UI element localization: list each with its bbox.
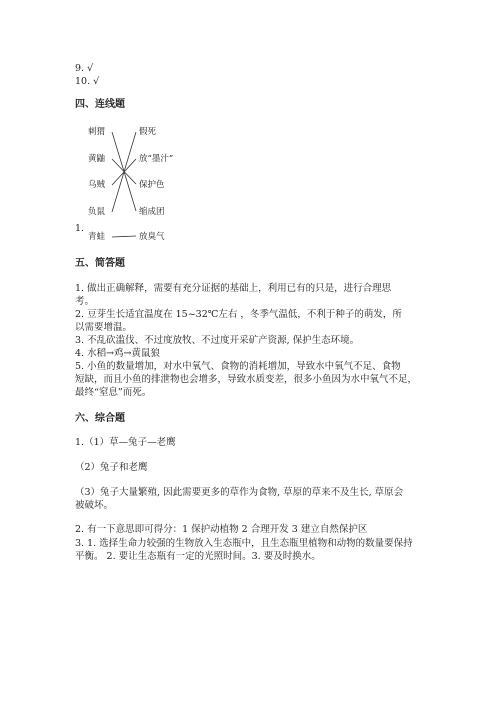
answer-10: 10. √ — [75, 76, 100, 87]
answer6-a3-line-2: 平衡。 2. 要让生态瓶有一定的光照时间。3. 要及时换水。 — [75, 551, 321, 562]
left-item-2: 黄鼬 — [88, 154, 106, 164]
section-5-title: 五、简答题 — [75, 258, 125, 269]
answer6-a3-line-1: 3. 1. 选择生命力较强的生物放入生态瓶中，且生态瓶里植物和动物的数量要保持 — [75, 538, 413, 549]
left-item-3: 乌贼 — [88, 180, 106, 190]
right-item-4: 缩成团 — [139, 207, 165, 217]
answer6-q3-line-1: （3）兔子大量繁殖, 因此需要更多的草作为食物, 草原的草来不及生长, 草原会 — [75, 487, 404, 498]
answer-9: 9. √ — [75, 63, 94, 74]
answer5-line-3: 2. 豆芽生长适宜温度在 15~32℃左右 ，冬季气温低，不利于种子的萌发，所 — [75, 309, 402, 320]
answer5-line-8: 短缺，而且小鱼的排泄物也会增多，导致水质变差，很多小鱼因为水中氧气不足，最终“窒息”而死。 — [75, 374, 418, 398]
section-4-title: 四、连线题 — [75, 99, 125, 110]
section-6-title: 六、综合题 — [75, 413, 125, 424]
left-item-5: 青蛙 — [88, 232, 106, 242]
right-item-1: 假死 — [139, 127, 157, 137]
answer6-a2: 2. 有一下意思即可得分：1 保护动植物 2 合理开发 3 建立自然保护区 — [75, 524, 368, 535]
answer6-q1: 1.（1）草—兔子—老鹰 — [75, 437, 176, 448]
answer5-line-1: 1. 做出正确解释，需要有充分证据的基础上，利用已有的只是，进行合理思 — [75, 283, 392, 294]
answer5-line-5: 3. 不乱砍滥伐、不过度放牧、不过度开采矿产资源, 保护生态环境。 — [75, 335, 360, 346]
answer5-line-4: 以需要增温。 — [75, 322, 133, 333]
answer5-line-2: 考。 — [75, 296, 95, 307]
match-item-number: 1. — [75, 223, 85, 234]
left-item-4: 负鼠 — [88, 207, 106, 217]
left-item-1: 刺猬 — [88, 127, 106, 137]
right-item-2: 放“墨汁” — [139, 154, 174, 164]
answer6-q3-line-2: 被破坏。 — [75, 500, 114, 511]
right-item-3: 保护色 — [139, 180, 165, 190]
right-item-5: 放臭气 — [139, 232, 165, 242]
answer5-line-7: 5. 小鱼的数量增加，对水中氧气、食物的消耗增加，导致水中氧气不足、食物 — [75, 361, 401, 372]
match-line-5 — [112, 236, 136, 237]
answer5-line-6: 4. 水稻→鸡→黄鼠狼 — [75, 348, 161, 359]
answer6-q2: （2）兔子和老鹰 — [75, 462, 148, 473]
